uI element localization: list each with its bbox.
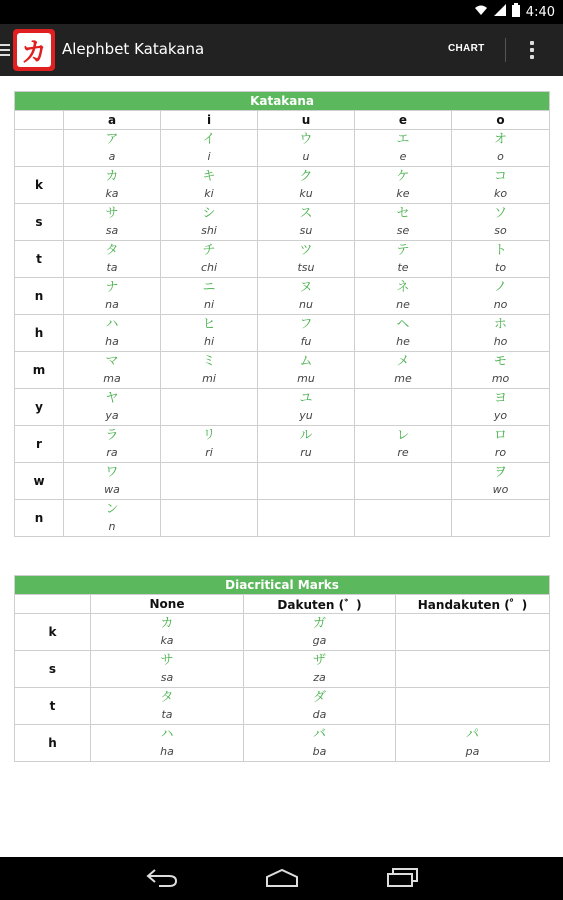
wifi-icon: [474, 3, 488, 21]
romaji-text: re: [397, 446, 409, 459]
kana-char: サ: [105, 206, 119, 221]
kana-char: ト: [494, 243, 508, 258]
romaji-text: sa: [105, 224, 119, 237]
romaji-text: ke: [396, 187, 410, 200]
kana-cell: [258, 426, 355, 463]
kana-char: [355, 464, 451, 482]
romaji-text: so: [494, 224, 507, 237]
kana-char: ニ: [202, 280, 216, 295]
kana-char: レ: [396, 428, 410, 443]
kana-char: [258, 501, 354, 519]
kana-char: [355, 501, 451, 519]
status-bar: [0, 0, 563, 24]
table-row: [15, 204, 550, 241]
romaji-text: ba: [312, 745, 327, 758]
app-logo-icon[interactable]: [13, 29, 55, 71]
kana-cell: [396, 688, 550, 725]
diacritical-table-title: Diacritical Marks: [15, 576, 550, 595]
kana-cell: [452, 426, 550, 463]
romaji-text: ha: [105, 335, 119, 348]
kana-cell: [244, 688, 396, 725]
romaji-text: [355, 519, 451, 535]
romaji-text: u: [302, 150, 310, 163]
romaji-text: [396, 707, 549, 723]
kana-cell: [258, 315, 355, 352]
table-row: [15, 278, 550, 315]
kana-cell: [355, 389, 452, 426]
kana-char: [161, 464, 257, 482]
row-header: n: [15, 278, 64, 315]
kana-cell: [161, 426, 258, 463]
kana-char: ザ: [312, 653, 326, 668]
row-header: r: [15, 426, 64, 463]
kana-char: ヨ: [494, 391, 508, 406]
kana-char: リ: [202, 428, 216, 443]
kana-cell: [161, 130, 258, 167]
romaji-text: na: [105, 298, 119, 311]
kana-char: ノ: [494, 280, 508, 295]
romaji-text: [355, 482, 451, 498]
romaji-text: ha: [160, 745, 174, 758]
kana-cell: [258, 204, 355, 241]
kana-char: オ: [494, 132, 508, 147]
romaji-text: ri: [205, 446, 213, 459]
kana-cell: [161, 241, 258, 278]
romaji-text: e: [399, 150, 407, 163]
kana-char: マ: [105, 354, 119, 369]
kana-char: ガ: [312, 616, 326, 631]
row-header: t: [15, 688, 91, 725]
row-header: h: [15, 725, 91, 762]
romaji-text: tsu: [297, 261, 315, 274]
romaji-text: [396, 633, 549, 649]
kana-cell: [258, 167, 355, 204]
kana-cell: [161, 389, 258, 426]
kana-char: ヌ: [299, 280, 313, 295]
kana-char: ユ: [299, 391, 313, 406]
romaji-text: ma: [103, 372, 121, 385]
column-header: u: [258, 111, 355, 130]
romaji-text: a: [108, 150, 116, 163]
romaji-text: mo: [491, 372, 510, 385]
romaji-text: [355, 408, 451, 424]
kana-cell: [64, 278, 161, 315]
row-header: k: [15, 167, 64, 204]
column-header: a: [64, 111, 161, 130]
table-row: [15, 614, 550, 651]
table-row: [15, 315, 550, 352]
romaji-text: wa: [104, 483, 120, 496]
romaji-text: za: [313, 671, 326, 684]
table-row: [15, 389, 550, 426]
kana-char: ヤ: [105, 391, 119, 406]
kana-char: ホ: [494, 317, 508, 332]
romaji-text: sa: [160, 671, 174, 684]
kana-cell: [258, 130, 355, 167]
kana-cell: [64, 352, 161, 389]
kana-char: [396, 652, 549, 670]
appbar-divider: [505, 38, 506, 62]
romaji-text: ka: [105, 187, 119, 200]
kana-char: シ: [202, 206, 216, 221]
kana-cell: [452, 352, 550, 389]
row-header: w: [15, 463, 64, 500]
kana-char: ネ: [396, 280, 410, 295]
menu-icon[interactable]: [0, 41, 10, 59]
row-header: k: [15, 614, 91, 651]
kana-cell: [64, 463, 161, 500]
romaji-text: te: [397, 261, 409, 274]
kana-cell: [91, 651, 244, 688]
romaji-text: ni: [203, 298, 215, 311]
romaji-text: ne: [396, 298, 410, 311]
romaji-text: wo: [492, 483, 509, 496]
romaji-text: o: [497, 150, 504, 163]
kana-char: メ: [396, 354, 410, 369]
kana-cell: [258, 278, 355, 315]
kana-cell: [355, 130, 452, 167]
navigation-bar: [0, 857, 563, 900]
row-header: y: [15, 389, 64, 426]
column-header: Dakuten (゛): [244, 595, 396, 614]
romaji-text: [161, 408, 257, 424]
kana-cell: [258, 500, 355, 537]
romaji-text: ho: [493, 335, 508, 348]
kana-char: ダ: [312, 690, 326, 705]
romaji-text: su: [299, 224, 313, 237]
kana-cell: [452, 130, 550, 167]
kana-char: ウ: [299, 132, 313, 147]
kana-char: [396, 615, 549, 633]
kana-cell: [64, 167, 161, 204]
table-row: [15, 688, 550, 725]
kana-char: コ: [494, 169, 508, 184]
romaji-text: ki: [204, 187, 214, 200]
app-title: Alephbet Katakana: [62, 40, 205, 58]
kana-char: モ: [494, 354, 508, 369]
romaji-text: fu: [300, 335, 312, 348]
kana-cell: [64, 130, 161, 167]
kana-cell: [161, 167, 258, 204]
kana-cell: [452, 389, 550, 426]
kana-char: ワ: [105, 465, 119, 480]
kana-char: セ: [396, 206, 410, 221]
kana-char: キ: [202, 169, 216, 184]
column-header: None: [91, 595, 244, 614]
romaji-text: da: [312, 708, 327, 721]
kana-cell: [258, 389, 355, 426]
romaji-text: [258, 519, 354, 535]
romaji-text: se: [396, 224, 410, 237]
kana-cell: [355, 352, 452, 389]
kana-char: カ: [160, 616, 174, 631]
home-icon[interactable]: [264, 868, 300, 892]
table-row: [15, 725, 550, 762]
kana-char: ク: [299, 169, 313, 184]
romaji-text: ra: [106, 446, 118, 459]
kana-cell: [244, 651, 396, 688]
kana-char: バ: [312, 727, 326, 742]
kana-cell: [452, 278, 550, 315]
romaji-text: [258, 482, 354, 498]
row-header: m: [15, 352, 64, 389]
romaji-text: [161, 519, 257, 535]
romaji-text: [452, 519, 549, 535]
column-header-blank: [15, 111, 64, 130]
table-row: [15, 130, 550, 167]
kana-char: チ: [202, 243, 216, 258]
kana-cell: [161, 500, 258, 537]
kana-cell: [355, 167, 452, 204]
kana-char: ヒ: [202, 317, 216, 332]
kana-cell: [258, 463, 355, 500]
romaji-text: yu: [299, 409, 313, 422]
romaji-text: hi: [203, 335, 215, 348]
kana-char: ス: [299, 206, 313, 221]
kana-cell: [64, 315, 161, 352]
kana-cell: [91, 688, 244, 725]
romaji-text: ku: [299, 187, 313, 200]
kana-cell: [244, 725, 396, 762]
kana-char: ロ: [494, 428, 508, 443]
row-header: s: [15, 204, 64, 241]
kana-cell: [452, 500, 550, 537]
romaji-text: pa: [465, 745, 480, 758]
table-row: [15, 426, 550, 463]
row-header: h: [15, 315, 64, 352]
kana-cell: [258, 352, 355, 389]
kana-char: カ: [105, 169, 119, 184]
kana-char: テ: [396, 243, 410, 258]
kana-char: タ: [160, 690, 174, 705]
kana-char: タ: [105, 243, 119, 258]
kana-char: ヘ: [396, 317, 410, 332]
kana-char: ン: [105, 502, 119, 517]
romaji-text: mu: [297, 372, 315, 385]
romaji-text: me: [394, 372, 412, 385]
katakana-table-title: Katakana: [15, 92, 550, 111]
kana-char: ヲ: [494, 465, 508, 480]
kana-char: サ: [160, 653, 174, 668]
kana-cell: [355, 204, 452, 241]
kana-cell: [64, 389, 161, 426]
kana-cell: [91, 614, 244, 651]
table-row: [15, 500, 550, 537]
romaji-text: yo: [493, 409, 508, 422]
recent-apps-icon[interactable]: [385, 868, 419, 892]
romaji-text: i: [207, 150, 211, 163]
kana-char: ツ: [299, 243, 313, 258]
column-header-blank: [15, 595, 91, 614]
kana-cell: [161, 352, 258, 389]
kana-char: ソ: [494, 206, 508, 221]
kana-cell: [396, 614, 550, 651]
kana-char: ケ: [396, 169, 410, 184]
romaji-text: ga: [312, 634, 327, 647]
battery-icon: [512, 3, 520, 21]
row-header: n: [15, 500, 64, 537]
kana-cell: [452, 463, 550, 500]
kana-char: [355, 390, 451, 408]
kana-cell: [64, 426, 161, 463]
kana-cell: [355, 500, 452, 537]
back-icon[interactable]: [145, 868, 179, 892]
romaji-text: ya: [105, 409, 119, 422]
kana-cell: [452, 167, 550, 204]
kana-cell: [161, 204, 258, 241]
kana-cell: [161, 278, 258, 315]
romaji-text: [161, 482, 257, 498]
signal-icon: [494, 3, 506, 21]
kana-cell: [396, 725, 550, 762]
kana-char: ハ: [160, 727, 174, 742]
romaji-text: ru: [300, 446, 312, 459]
diacritical-marks-table: [14, 575, 550, 762]
table-row: [15, 241, 550, 278]
katakana-table: [14, 91, 550, 537]
romaji-text: ro: [494, 446, 507, 459]
kana-cell: [355, 463, 452, 500]
kana-cell: [161, 315, 258, 352]
row-header: [15, 130, 64, 167]
kana-cell: [161, 463, 258, 500]
kana-char: ル: [299, 428, 313, 443]
kana-cell: [64, 204, 161, 241]
kana-cell: [64, 500, 161, 537]
kana-cell: [452, 241, 550, 278]
kana-char: [258, 464, 354, 482]
kana-cell: [452, 315, 550, 352]
overflow-menu-icon[interactable]: [528, 38, 536, 62]
kana-cell: [355, 426, 452, 463]
kana-char: ム: [299, 354, 313, 369]
romaji-text: [396, 670, 549, 686]
kana-cell: [355, 241, 452, 278]
kana-cell: [258, 241, 355, 278]
kana-char: [161, 390, 257, 408]
kana-char: [396, 689, 549, 707]
kana-cell: [396, 651, 550, 688]
kana-cell: [64, 241, 161, 278]
column-header: i: [161, 111, 258, 130]
kana-char: ナ: [105, 280, 119, 295]
romaji-text: shi: [201, 224, 217, 237]
table-row: [15, 352, 550, 389]
app-bar: [0, 24, 563, 76]
kana-char: パ: [465, 727, 479, 742]
kana-char: エ: [396, 132, 410, 147]
kana-cell: [452, 204, 550, 241]
kana-char: ラ: [105, 428, 119, 443]
romaji-text: ko: [493, 187, 508, 200]
romaji-text: to: [495, 261, 507, 274]
table-row: [15, 651, 550, 688]
chart-button[interactable]: CHART: [448, 43, 485, 54]
romaji-text: chi: [200, 261, 218, 274]
column-header: e: [355, 111, 452, 130]
romaji-text: ka: [160, 634, 174, 647]
kana-cell: [355, 315, 452, 352]
romaji-text: ta: [106, 261, 118, 274]
romaji-text: nu: [299, 298, 313, 311]
kana-char: ア: [105, 132, 119, 147]
romaji-text: no: [493, 298, 508, 311]
kana-char: [161, 501, 257, 519]
app-logo-char: カ: [17, 33, 51, 67]
table-row: [15, 167, 550, 204]
kana-char: [452, 501, 549, 519]
romaji-text: he: [396, 335, 410, 348]
row-header: t: [15, 241, 64, 278]
kana-cell: [355, 278, 452, 315]
kana-cell: [244, 614, 396, 651]
row-header: s: [15, 651, 91, 688]
romaji-text: mi: [202, 372, 216, 385]
column-header: Handakuten (゜): [396, 595, 550, 614]
status-time: 4:40: [525, 4, 555, 20]
romaji-text: ta: [161, 708, 173, 721]
table-row: [15, 463, 550, 500]
kana-char: ミ: [202, 354, 216, 369]
column-header: o: [452, 111, 550, 130]
kana-cell: [91, 725, 244, 762]
kana-char: イ: [202, 132, 216, 147]
kana-char: ハ: [105, 317, 119, 332]
romaji-text: n: [108, 520, 116, 533]
kana-char: フ: [299, 317, 313, 332]
